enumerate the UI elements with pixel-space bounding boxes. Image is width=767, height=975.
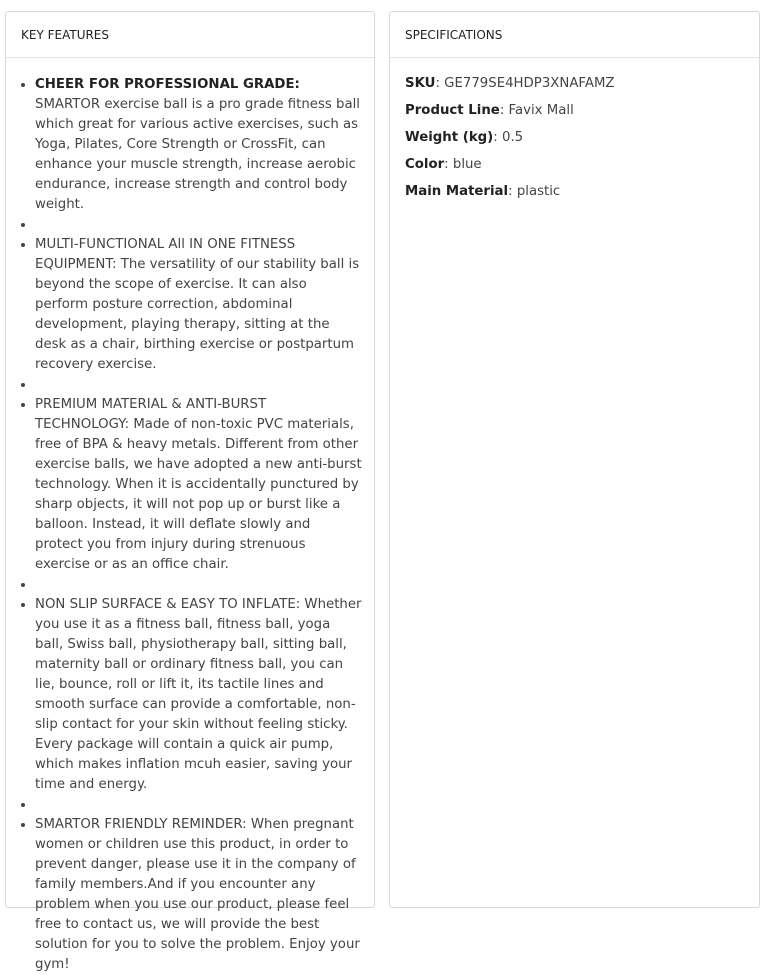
- spec-row-weight: Weight (kg): 0.5: [405, 130, 524, 145]
- feature-item: [35, 815, 362, 975]
- key-features-body: [6, 58, 374, 975]
- feature-item: [35, 235, 362, 375]
- spec-label: Weight (kg): [405, 130, 494, 145]
- spec-label: Product Line: [405, 103, 500, 118]
- spec-label: Main Material: [405, 184, 509, 199]
- spec-value: GE779SE4HDP3XNAFAMZ: [444, 76, 615, 91]
- spec-row-sku: SKU: GE779SE4HDP3XNAFAMZ: [405, 76, 615, 91]
- key-features-card: [5, 11, 375, 972]
- feature-item-text: SMARTOR exercise ball is a pro grade fitness ball which great for various active exercises, such as Yoga, Pilates, Core Strength or CrossFit, can enhance your muscle strength, increase aerobic endurance, increase strength and control body weight.: [35, 97, 361, 212]
- feature-item-text: PREMIUM MATERIAL & ANTI-BURST TECHNOLOGY: Made of non-toxic PVC materials, free of BPA & heavy metals. Different from other exercise balls, we have adopted a new anti-burst technology. When it is accidentally punctured by sharp objects, it will not pop up or burst like a balloon. Instead, it will deflate slowly and protect you from injury during strenuous exercise or as an office chair.: [35, 397, 362, 572]
- feature-item-text: NON SLIP SURFACE & EASY TO INFLATE: Whether you use it as a fitness ball, fitness ball, yoga ball, Swiss ball, physiotherapy ball, sitting ball, maternity ball or ordinary fitness ball, you can lie, bounce, roll or lift it, its tactile lines and smooth surface can provide a comfortable, non-slip contact for your skin without feeling sticky. Every package will contain a quick air pump, which makes inflation mcuh easier, saving your time and energy.: [35, 597, 362, 792]
- spec-label: SKU: [405, 76, 436, 91]
- feature-item-text: SMARTOR FRIENDLY REMINDER: When pregnant women or children use this product, in order to prevent danger, please use it in the company of family members.And if you encounter any problem when you use our product, please feel free to contact us, we will provide the best solution for you to solve the problem. Enjoy your gym!: [35, 817, 360, 972]
- feature-item-empty: [35, 575, 362, 595]
- spec-row-color: Color: blue: [405, 157, 482, 172]
- spec-row-product-line: Product Line: Favix Mall: [405, 103, 574, 118]
- spec-value: Favix Mall: [508, 103, 574, 118]
- feature-item: [35, 595, 362, 795]
- key-features-title: KEY FEATURES: [21, 27, 110, 42]
- spec-value: 0.5: [501, 130, 524, 145]
- specifications-card: [389, 11, 760, 908]
- spec-label: Color: [405, 157, 445, 172]
- feature-item-text: MULTI-FUNCTIONAL All IN ONE FITNESS EQUIPMENT: The versatility of our stability ball is beyond the scope of exercise. It can also perform posture correction, abdominal development, playing therapy, sitting at the desk as a chair, birthing exercise or postpartum recovery exercise.: [35, 237, 360, 372]
- feature-item-heading: CHEER FOR PROFESSIONAL GRADE:: [35, 77, 300, 92]
- key-features-header: [6, 12, 374, 58]
- feature-item-empty: [35, 795, 362, 815]
- spec-row-main-material: Main Material: plastic: [405, 184, 561, 199]
- specifications-title: SPECIFICATIONS: [405, 27, 503, 42]
- feature-item-empty: [35, 375, 362, 395]
- feature-item: [35, 75, 362, 215]
- specifications-body: [390, 58, 759, 202]
- spec-value: blue: [452, 157, 482, 172]
- feature-item: [35, 395, 362, 575]
- spec-value: plastic: [516, 184, 561, 199]
- key-features-list: [16, 75, 362, 975]
- specifications-header: [390, 12, 759, 58]
- feature-item-empty: [35, 215, 362, 235]
